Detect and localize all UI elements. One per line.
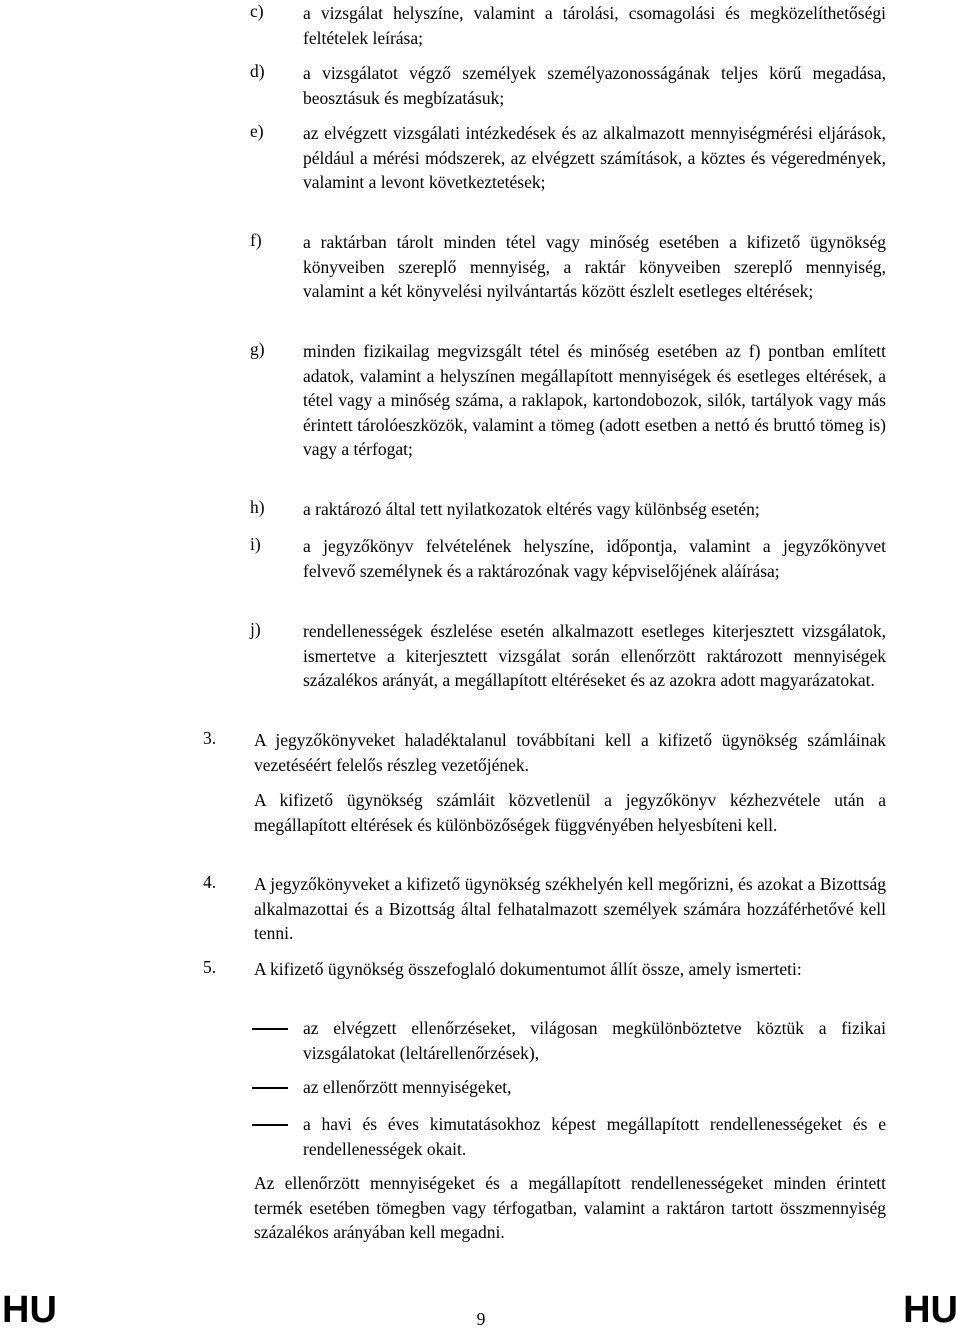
numbered-point-3 — [203, 728, 886, 777]
point-3-paragraph: A kifizető ügynökség számláit közvetlenül a jegyzőkönyv kézhezvétele után a megállapított eltérések és különbözőségek függvényében helyesbíteni kell. — [254, 790, 886, 835]
list-item-d — [250, 61, 886, 110]
item-label: j) — [250, 619, 261, 639]
item-label: d) — [250, 61, 265, 81]
item-text: a raktározó által tett nyilatkozatok eltérés vagy különbség esetén; — [303, 499, 760, 519]
list-item-h — [250, 497, 886, 522]
footer-language-right: HU — [903, 1289, 958, 1331]
point-label: 5. — [203, 957, 217, 977]
item-text: a jegyzőkönyv felvételének helyszíne, időpontja, valamint a jegyzőkönyvet felvevő személynek és a raktározónak vagy képviselőjének aláírása; — [303, 536, 886, 581]
point-text: A kifizető ügynökség összefoglaló dokumentumot állít össze, amely ismerteti: — [254, 959, 802, 979]
item-label: c) — [250, 1, 264, 21]
footer-language-left: HU — [2, 1289, 57, 1331]
list-item-i — [250, 534, 886, 583]
dash-bullet — [252, 1124, 288, 1126]
point-text: A jegyzőkönyveket haladéktalanul továbbítani kell a kifizető ügynökség számláinak vezetéséért felelős részleg vezetőjének. — [254, 730, 886, 775]
dash-item-text: az elvégzett ellenőrzéseket, világosan megkülönböztetve köztük a fizikai vizsgálatokat (leltárellenőrzések), — [303, 1018, 886, 1063]
dash-item-text: a havi és éves kimutatásokhoz képest megállapított rendellenességeket és e rendellenességek okait. — [303, 1114, 886, 1159]
dash-list-item — [252, 1075, 886, 1100]
item-label: g) — [250, 339, 265, 359]
item-text: az elvégzett vizsgálati intézkedések és az alkalmazott mennyiségmérési eljárások, például a mérési módszerek, az elvégzett számítások, a köztes és végeredmények, valamint a levont következtetések; — [303, 123, 886, 192]
item-label: h) — [250, 497, 265, 517]
list-item-c — [250, 1, 886, 50]
list-item-f — [250, 230, 886, 304]
point-text: A jegyzőkönyveket a kifizető ügynökség székhelyén kell megőrizni, és azokat a Bizottság alkalmazottai és a Bizottság által felhatalmazott személyek számára hozzáférhetővé kell tenni. — [254, 874, 886, 943]
closing-paragraph: Az ellenőrzött mennyiségeket és a megállapított rendellenességeket minden érintett termék esetében tömegben vagy térfogatban, valamint a raktáron tartott összmennyiség százalékos arányában kell megadni. — [254, 1173, 886, 1242]
list-item-e — [250, 121, 886, 195]
list-item-j — [250, 619, 886, 693]
dash-list-item — [252, 1112, 886, 1161]
numbered-point-5 — [203, 957, 886, 982]
item-text: a raktárban tárolt minden tétel vagy minőség esetében a kifizető ügynökség könyveiben szereplő mennyiség, a raktár könyveiben szereplő mennyiség, valamint a két könyvelési nyilvántartás között észlelt esetleges eltérések; — [303, 232, 886, 301]
dash-bullet — [252, 1028, 288, 1030]
list-item-g — [250, 339, 886, 462]
item-label: i) — [250, 534, 261, 554]
item-text: rendellenességek észlelése esetén alkalmazott esetleges kiterjesztett vizsgálatok, ismertetve a kiterjesztett vizsgálat során ellenőrzött raktározott mennyiségek százalékos arányát, a megállapított eltéréseket és az azokra adott magyarázatokat. — [303, 621, 886, 690]
dash-bullet — [252, 1087, 288, 1089]
dash-item-text: az ellenőrzött mennyiségeket, — [303, 1077, 512, 1097]
item-text: a vizsgálatot végző személyek személyazonosságának teljes körű megadása, beosztásuk és megbízatásuk; — [303, 63, 886, 108]
numbered-point-4 — [203, 872, 886, 946]
item-text: minden fizikailag megvizsgált tétel és minőség esetében az f) pontban említett adatok, valamint a helyszínen megállapított mennyiségek és esetleges eltérések, a tétel vagy a minőség száma, a raklapok, kartondobozok, silók, tartályok vagy más érintett tárolóeszközök, valamint a tömeg (adott esetben a nettó és bruttó tömeg is) vagy a térfogat; — [303, 341, 886, 459]
point-label: 3. — [203, 728, 217, 748]
point-label: 4. — [203, 872, 217, 892]
item-label: e) — [250, 121, 264, 141]
dash-list-item — [252, 1016, 886, 1065]
item-label: f) — [250, 230, 262, 250]
item-text: a vizsgálat helyszíne, valamint a tárolási, csomagolási és megközelíthetőségi feltételek leírása; — [303, 3, 886, 48]
page-number: 9 — [476, 1309, 486, 1329]
